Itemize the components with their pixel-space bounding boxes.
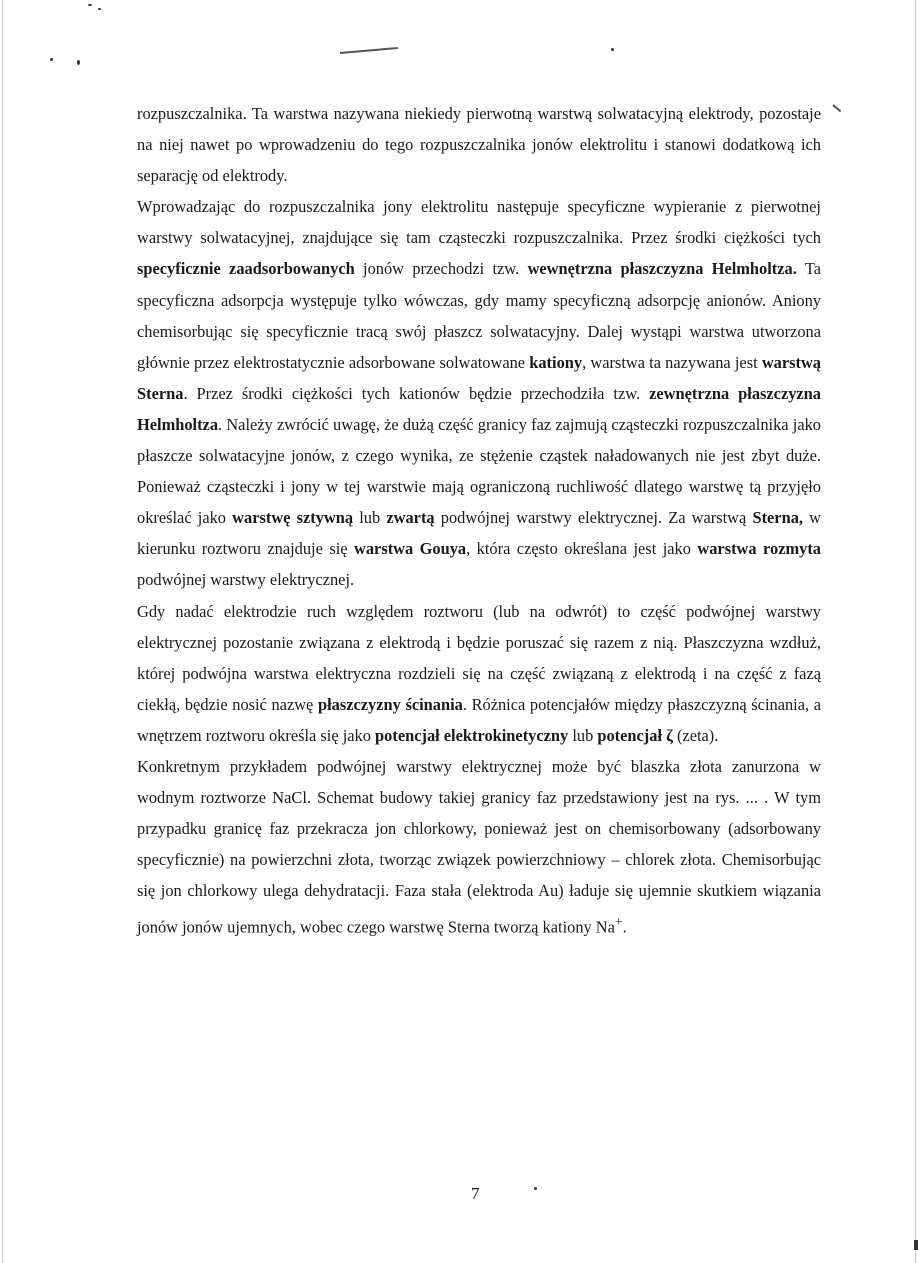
text-run: lub <box>568 725 598 745</box>
text-run: . Należy zwrócić uwagę, że dużą część granicy faz zajmują cząsteczki rozpuszczalnika jako płaszcze solwatacyjne jonów, z czego wynika, ze stężenie cząstek naładowanych nie jest zbyt duże. Ponieważ cząsteczki i jony w tej warstwie mają ograniczoną ruchliwość dlatego warstwę tą przyjęło określać jako <box>137 414 821 528</box>
bold-term: potencjał elektrokinetyczny <box>375 725 569 745</box>
bold-term: płaszczyzny ścinania <box>317 694 463 714</box>
scan-edge-right <box>915 0 916 1263</box>
body-text <box>137 98 821 943</box>
scan-speck <box>77 60 80 65</box>
bold-term: potencjał ζ <box>597 725 673 745</box>
text-run: . <box>622 917 627 937</box>
text-run: w kierunku roztworu znajduje się <box>137 508 822 559</box>
text-run: rozpuszczalnika. Ta warstwa nazywana niekiedy pierwotną warstwą solwatacyjną elektrody, pozostaje na niej nawet po wprowadzeniu do tego rozpuszczalnika jonów elektrolitu i stanowi dodatkową ich separację od elektrody. <box>137 104 821 186</box>
text-run: , która często określana jest jako <box>466 539 698 559</box>
bold-term: zwartą <box>386 508 435 528</box>
text-run: Gdy nadać elektrodzie ruch względem roztworu (lub na odwrót) to część podwójnej warstwy elektrycznej pozostanie związana z elektrodą i będzie poruszać się razem z nią. Płaszczyzna wzdłuż, której podwójna warstwa elektryczna rozdzieli się na część związaną z elektrodą i na część z fazą ciekłą, będzie nosić nazwę <box>137 601 821 714</box>
bold-term: warstwa Gouya <box>354 539 467 559</box>
scan-mark-top <box>340 47 398 54</box>
scan-speck <box>611 48 614 51</box>
text-run: podwójnej warstwy elektrycznej. Za warstwą <box>434 508 753 528</box>
scan-speck <box>914 1240 918 1250</box>
scan-edge-left <box>2 0 3 1263</box>
scan-speck <box>98 8 101 10</box>
scan-mark-margin <box>832 104 841 112</box>
text-run: . Przez środki ciężkości tych kationów będzie przechodziła tzw. <box>183 383 650 403</box>
text-run: (zeta). <box>672 725 719 745</box>
bold-term: warstwa rozmyta <box>697 539 821 559</box>
text-run: Wprowadzając do rozpuszczalnika jony elektrolitu następuje specyficzne wypieranie z pierwotnej warstwy solwatacyjnej, znajdujące się tam cząsteczki rozpuszczalnika. Przez środki ciężkości tych <box>137 197 821 248</box>
page-number: 7 <box>471 1184 480 1203</box>
paragraph-2 <box>137 191 821 595</box>
text-run: . Różnica potencjałów między płaszczyzną ścinania, a wnętrzem roztworu określa się jako <box>137 694 821 745</box>
paragraph-1 <box>137 98 821 191</box>
text-run: lub <box>353 508 387 528</box>
bold-term: specyficznie zaadsorbowanych <box>137 259 355 279</box>
paragraph-3 <box>137 596 821 751</box>
bold-term: kationy <box>529 352 583 372</box>
scan-speck <box>88 4 92 6</box>
bold-term: Sterna, <box>752 508 803 528</box>
text-run: Konkretnym przykładem podwójnej warstwy elektrycznej może być blaszka złota zanurzona w wodnym roztworze NaCl. Schemat budowy takiej granicy faz przedstawiony jest na rys. ... . W tym przypadku granicę faz przekracza jon chlorkowy, ponieważ jest on chemisorbowany (adsorbowany specyficznie) na powierzchni złota, tworząc związek powierzchniowy – chlorek złota. Chemisorbując się jon chlorkowy ulega dehydratacji. Faza stała (elektroda Au) ładuje się ujemnie skutkiem wiązania jonów jonów ujemnych, wobec czego warstwę Sterna tworzą kationy Na <box>137 756 821 937</box>
bold-term: warstwę sztywną <box>232 508 354 528</box>
scan-speck <box>534 1187 537 1190</box>
bold-term: zewnętrzna płaszczyzna Helmholtza <box>137 383 821 434</box>
bold-term: warstwą Sterna <box>137 352 821 403</box>
scan-speck <box>50 58 53 61</box>
text-run: podwójnej warstwy elektrycznej. <box>137 570 355 590</box>
paragraph-4 <box>137 751 821 943</box>
text-run: , warstwa ta nazywana jest <box>582 352 762 372</box>
text-run: jonów przechodzi tzw. <box>354 259 528 279</box>
text-run: Ta specyficzna adsorpcja występuje tylko wówczas, gdy mamy specyficzną adsorpcję anionów. Aniony chemisorbując się specyficznie tracą swój płaszcz solwatacyjny. Dalej wystąpi warstwa utworzona głównie przez elektrostatycznie adsorbowane solwatowane <box>137 259 821 372</box>
superscript: + <box>614 914 623 930</box>
bold-term: wewnętrzna płaszczyzna Helmholtza. <box>527 259 797 279</box>
